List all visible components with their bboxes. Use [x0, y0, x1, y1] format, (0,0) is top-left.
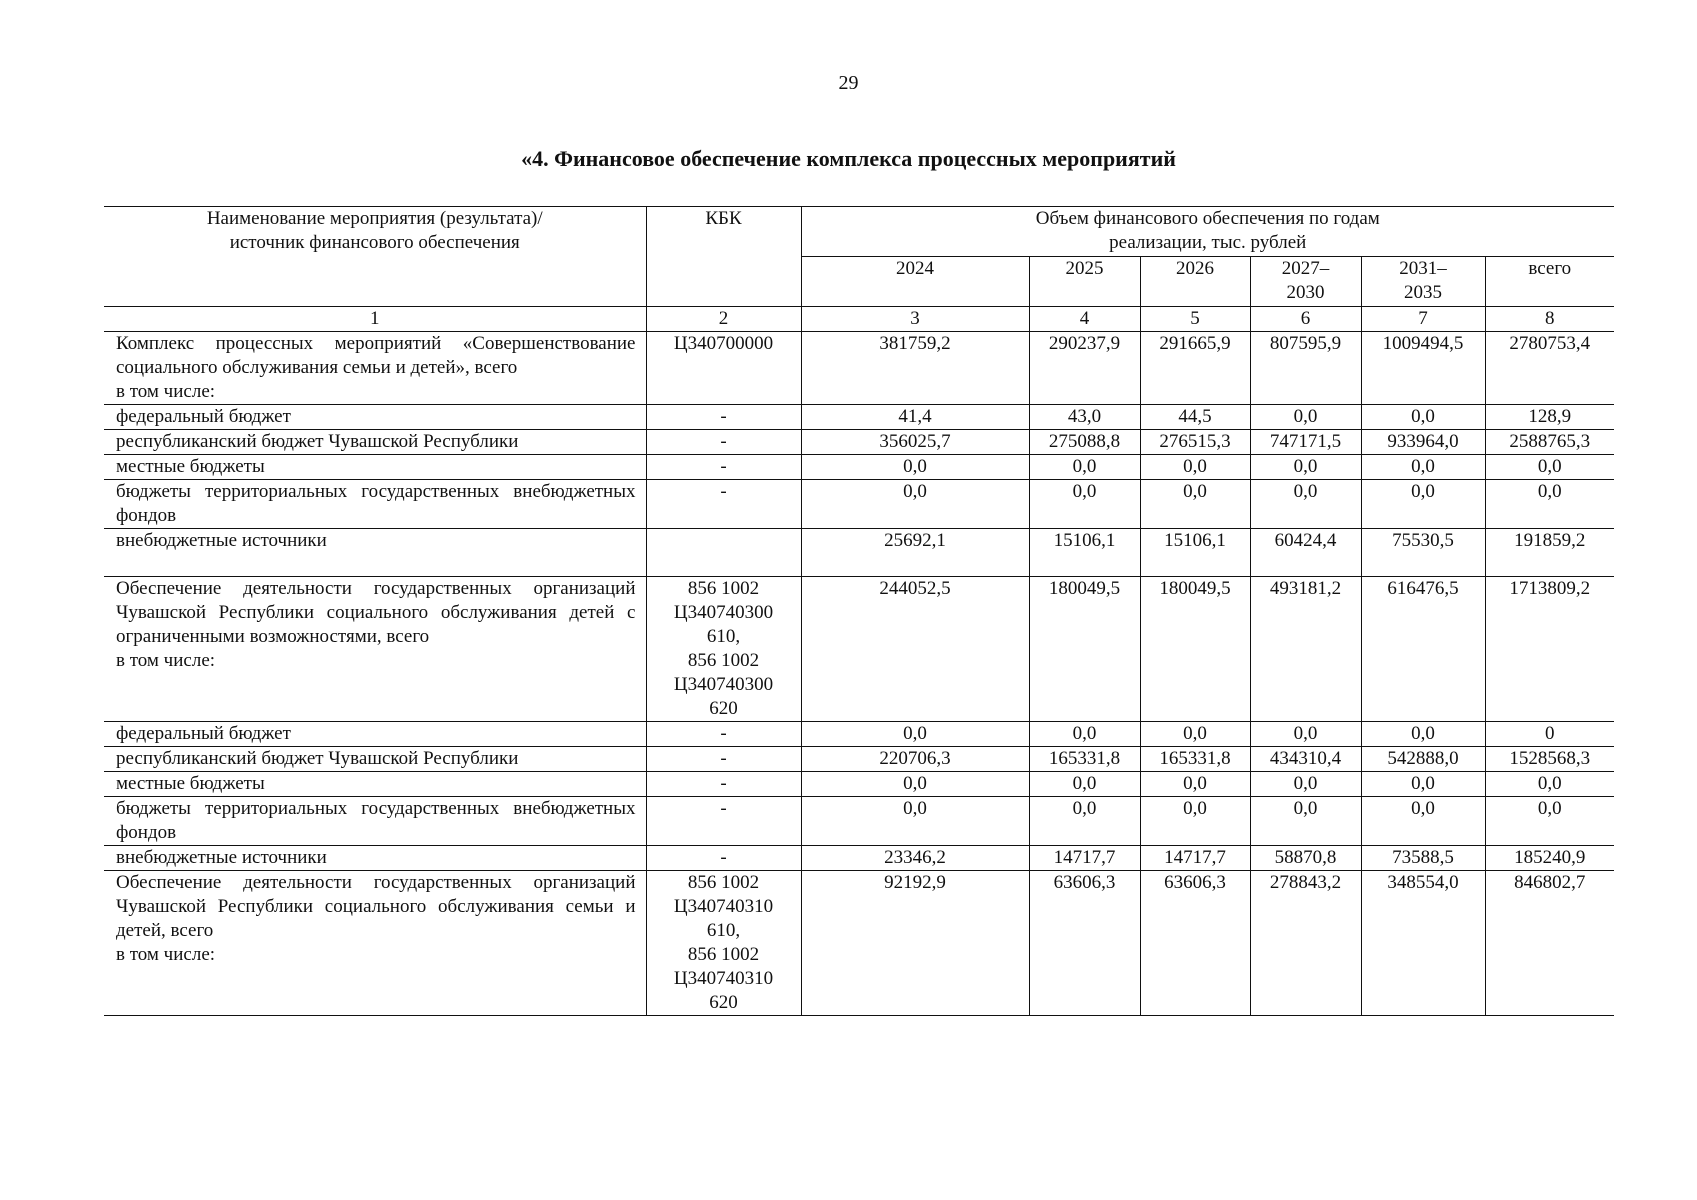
row-value: 278843,2 — [1250, 871, 1361, 1016]
row-kbk: 856 1002 Ц340740310 610, 856 1002 Ц340740310 620 — [646, 871, 801, 1016]
row-value: 1009494,5 — [1361, 332, 1485, 405]
page-number: 29 — [838, 72, 859, 94]
row-value: 23346,2 — [801, 846, 1029, 871]
row-value: 275088,8 — [1029, 430, 1140, 455]
row-value: 244052,5 — [801, 577, 1029, 722]
row-value: 0,0 — [1361, 455, 1485, 480]
row-value: 348554,0 — [1361, 871, 1485, 1016]
row-value: 15106,1 — [1140, 529, 1250, 577]
row-name: внебюджетные источники — [104, 529, 646, 577]
row-value: 0,0 — [1250, 455, 1361, 480]
row-value: 0,0 — [1140, 772, 1250, 797]
row-kbk: - — [646, 430, 801, 455]
row-value: 25692,1 — [801, 529, 1029, 577]
table-row — [104, 747, 1614, 772]
row-value: 2588765,3 — [1485, 430, 1614, 455]
row-value: 0,0 — [1029, 455, 1140, 480]
row-value: 291665,9 — [1140, 332, 1250, 405]
column-number: 1 — [104, 307, 646, 332]
row-value: 493181,2 — [1250, 577, 1361, 722]
row-name: Комплекс процессных мероприятий «Совершенствование социального обслуживания семьи и детей», всего в том числе: — [104, 332, 646, 405]
row-value: 276515,3 — [1140, 430, 1250, 455]
row-value: 542888,0 — [1361, 747, 1485, 772]
row-name: бюджеты территориальных государственных внебюджетных фондов — [104, 480, 646, 529]
row-name: местные бюджеты — [104, 772, 646, 797]
header-year: 2024 — [801, 257, 1029, 307]
row-value: 0,0 — [1140, 480, 1250, 529]
row-value: 180049,5 — [1140, 577, 1250, 722]
row-name: федеральный бюджет — [104, 722, 646, 747]
row-kbk: - — [646, 797, 801, 846]
row-value: 180049,5 — [1029, 577, 1140, 722]
row-kbk: Ц340700000 — [646, 332, 801, 405]
row-name: бюджеты территориальных государственных внебюджетных фондов — [104, 797, 646, 846]
row-value: 933964,0 — [1361, 430, 1485, 455]
row-value: 356025,7 — [801, 430, 1029, 455]
row-name: внебюджетные источники — [104, 846, 646, 871]
row-value: 63606,3 — [1029, 871, 1140, 1016]
row-value: 73588,5 — [1361, 846, 1485, 871]
row-value: 191859,2 — [1485, 529, 1614, 577]
header-volume: Объем финансового обеспечения по годам реализации, тыс. рублей — [801, 207, 1614, 257]
row-value: 14717,7 — [1029, 846, 1140, 871]
row-value: 58870,8 — [1250, 846, 1361, 871]
row-kbk: - — [646, 405, 801, 430]
row-value: 0,0 — [1250, 797, 1361, 846]
row-value: 0,0 — [801, 772, 1029, 797]
table-row — [104, 577, 1614, 722]
row-value: 0,0 — [1361, 722, 1485, 747]
row-kbk: - — [646, 747, 801, 772]
row-name: Обеспечение деятельности государственных организаций Чувашской Республики социального обслуживания семьи и детей, всего в том числе: — [104, 871, 646, 1016]
row-value: 0,0 — [1029, 772, 1140, 797]
row-name: республиканский бюджет Чувашской Республики — [104, 430, 646, 455]
row-value: 15106,1 — [1029, 529, 1140, 577]
column-number: 3 — [801, 307, 1029, 332]
row-value: 44,5 — [1140, 405, 1250, 430]
row-value: 0,0 — [1361, 405, 1485, 430]
row-value: 0,0 — [1361, 480, 1485, 529]
row-value: 220706,3 — [801, 747, 1029, 772]
row-value: 0,0 — [801, 455, 1029, 480]
row-kbk: - — [646, 480, 801, 529]
header-row — [104, 207, 1614, 257]
row-value: 128,9 — [1485, 405, 1614, 430]
financing-table — [104, 206, 1614, 1016]
table-row — [104, 772, 1614, 797]
row-kbk: - — [646, 846, 801, 871]
column-number: 5 — [1140, 307, 1250, 332]
row-name: федеральный бюджет — [104, 405, 646, 430]
column-number: 7 — [1361, 307, 1485, 332]
header-name: Наименование мероприятия (результата)/ источник финансового обеспечения — [104, 207, 646, 307]
column-number-row — [104, 307, 1614, 332]
row-value: 0,0 — [1140, 797, 1250, 846]
row-value: 0,0 — [1250, 772, 1361, 797]
row-value: 63606,3 — [1140, 871, 1250, 1016]
row-value: 2780753,4 — [1485, 332, 1614, 405]
row-value: 0,0 — [1140, 455, 1250, 480]
row-kbk: - — [646, 772, 801, 797]
header-year: 2026 — [1140, 257, 1250, 307]
row-value: 1713809,2 — [1485, 577, 1614, 722]
row-value: 616476,5 — [1361, 577, 1485, 722]
row-value: 0,0 — [1250, 480, 1361, 529]
row-kbk: - — [646, 722, 801, 747]
row-name: республиканский бюджет Чувашской Республики — [104, 747, 646, 772]
row-value: 0,0 — [1250, 405, 1361, 430]
row-value: 41,4 — [801, 405, 1029, 430]
row-value: 747171,5 — [1250, 430, 1361, 455]
row-value: 60424,4 — [1250, 529, 1361, 577]
row-value: 0,0 — [1485, 772, 1614, 797]
header-year: 2027– 2030 — [1250, 257, 1361, 307]
row-value: 0,0 — [1485, 480, 1614, 529]
table-row — [104, 332, 1614, 405]
header-kbk: КБК — [646, 207, 801, 307]
column-number: 4 — [1029, 307, 1140, 332]
row-name: Обеспечение деятельности государственных организаций Чувашской Республики социального обслуживания детей с ограниченными возможностями, всего в том числе: — [104, 577, 646, 722]
row-value: 381759,2 — [801, 332, 1029, 405]
column-number: 8 — [1485, 307, 1614, 332]
table-row — [104, 797, 1614, 846]
row-value: 92192,9 — [801, 871, 1029, 1016]
row-value: 0,0 — [1485, 455, 1614, 480]
row-value: 0,0 — [801, 480, 1029, 529]
row-value: 165331,8 — [1029, 747, 1140, 772]
table-row — [104, 871, 1614, 1016]
row-value: 290237,9 — [1029, 332, 1140, 405]
table-row — [104, 529, 1614, 577]
row-value: 0,0 — [1250, 722, 1361, 747]
column-number: 2 — [646, 307, 801, 332]
header-year: всего — [1485, 257, 1614, 307]
table-row — [104, 455, 1614, 480]
row-value: 0,0 — [1029, 480, 1140, 529]
section-title: «4. Финансовое обеспечение комплекса процессных мероприятий — [521, 146, 1176, 171]
header-year: 2031– 2035 — [1361, 257, 1485, 307]
row-value: 0 — [1485, 722, 1614, 747]
row-value: 0,0 — [1485, 797, 1614, 846]
row-name: местные бюджеты — [104, 455, 646, 480]
row-kbk: - — [646, 455, 801, 480]
table-row — [104, 480, 1614, 529]
row-value: 165331,8 — [1140, 747, 1250, 772]
table-row — [104, 430, 1614, 455]
row-kbk: 856 1002 Ц340740300 610, 856 1002 Ц340740300 620 — [646, 577, 801, 722]
row-value: 75530,5 — [1361, 529, 1485, 577]
table-row — [104, 846, 1614, 871]
table-row — [104, 405, 1614, 430]
row-value: 0,0 — [801, 797, 1029, 846]
row-value: 185240,9 — [1485, 846, 1614, 871]
row-value: 43,0 — [1029, 405, 1140, 430]
row-value: 1528568,3 — [1485, 747, 1614, 772]
row-value: 14717,7 — [1140, 846, 1250, 871]
row-kbk — [646, 529, 801, 577]
row-value: 0,0 — [1029, 797, 1140, 846]
row-value: 846802,7 — [1485, 871, 1614, 1016]
table-row — [104, 722, 1614, 747]
row-value: 434310,4 — [1250, 747, 1361, 772]
row-value: 0,0 — [1361, 797, 1485, 846]
column-number: 6 — [1250, 307, 1361, 332]
row-value: 0,0 — [1361, 772, 1485, 797]
row-value: 0,0 — [1029, 722, 1140, 747]
row-value: 0,0 — [1140, 722, 1250, 747]
header-year: 2025 — [1029, 257, 1140, 307]
row-value: 807595,9 — [1250, 332, 1361, 405]
row-value: 0,0 — [801, 722, 1029, 747]
